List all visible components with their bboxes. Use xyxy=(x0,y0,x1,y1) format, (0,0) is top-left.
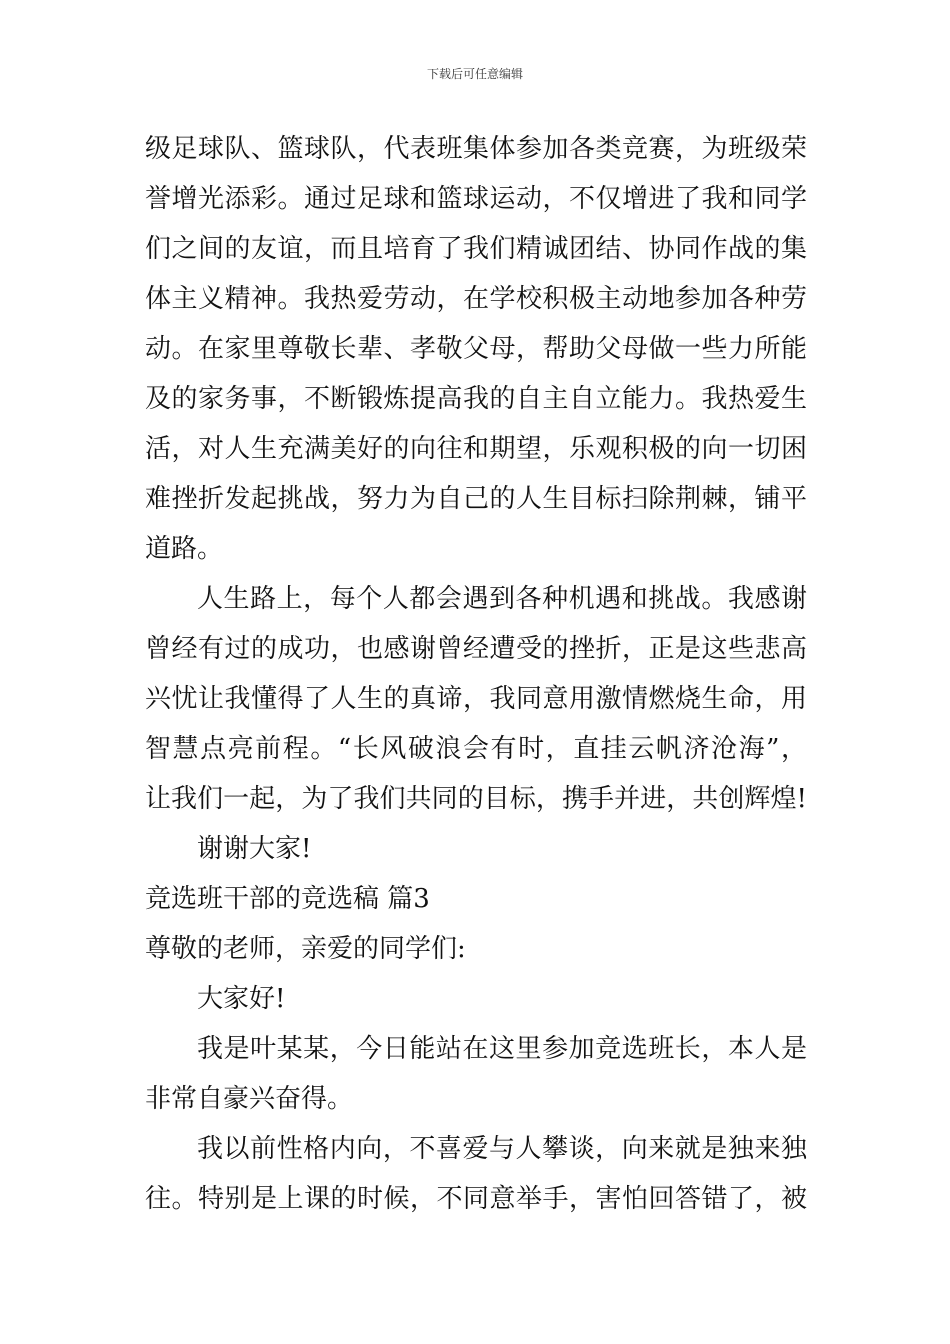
text-line: 非常自豪兴奋得。 xyxy=(145,1084,354,1114)
text-line: 兴忧让我懂得了人生的真谛，我同意用激情燃烧生命，用 xyxy=(145,684,807,714)
greeting xyxy=(145,974,807,1024)
text-line: 谢谢大家! xyxy=(197,834,312,864)
text-line: 智慧点亮前程。“长风破浪会有时，直挂云帆济沧海”， xyxy=(145,734,807,764)
text-line: 难挫折发起挑战，努力为自己的人生目标扫除荆棘，铺平 xyxy=(145,484,807,514)
salutation xyxy=(145,924,807,974)
text-line: 我以前性格内向，不喜爱与人攀谈，向来就是独来独 xyxy=(197,1134,807,1164)
page-header: 下载后可任意编辑 xyxy=(426,67,523,81)
text-line: 让我们一起，为了我们共同的目标，携手并进，共创辉煌! xyxy=(145,784,807,814)
text-line: 人生路上，每个人都会遇到各种机遇和挑战。我感谢 xyxy=(197,584,807,614)
paragraph xyxy=(145,1024,807,1124)
text-line: 活，对人生充满美好的向往和期望，乐观积极的向一切困 xyxy=(145,434,807,464)
text-line: 誉增光添彩。通过足球和篮球运动，不仅增进了我和同学 xyxy=(145,184,807,214)
paragraph xyxy=(145,124,807,574)
heading-line: 竞选班干部的竞选稿 篇3 xyxy=(145,884,430,914)
section-heading xyxy=(145,874,807,924)
paragraph xyxy=(145,574,807,824)
text-line: 体主义精神。我热爱劳动，在学校积极主动地参加各种劳 xyxy=(145,284,807,314)
text-line: 级足球队、篮球队，代表班集体参加各类竞赛，为班级荣 xyxy=(145,134,807,164)
text-line: 曾经有过的成功，也感谢曾经遭受的挫折，正是这些悲高 xyxy=(145,634,807,664)
paragraph xyxy=(145,1124,807,1224)
text-line: 尊敬的老师，亲爱的同学们: xyxy=(145,934,466,964)
document-body xyxy=(145,124,807,1224)
text-line: 我是叶某某，今日能站在这里参加竞选班长，本人是 xyxy=(197,1034,807,1064)
text-line: 大家好! xyxy=(197,984,286,1014)
text-line: 道路。 xyxy=(145,534,224,564)
text-line: 们之间的友谊，而且培育了我们精诚团结、协同作战的集 xyxy=(145,234,807,264)
text-line: 动。在家里尊敬长辈、孝敬父母，帮助父母做一些力所能 xyxy=(145,334,807,364)
paragraph xyxy=(145,824,807,874)
text-line: 往。特别是上课的时候，不同意举手，害怕回答错了，被 xyxy=(145,1184,807,1214)
text-line: 及的家务事，不断锻炼提高我的自主自立能力。我热爱生 xyxy=(145,384,807,414)
